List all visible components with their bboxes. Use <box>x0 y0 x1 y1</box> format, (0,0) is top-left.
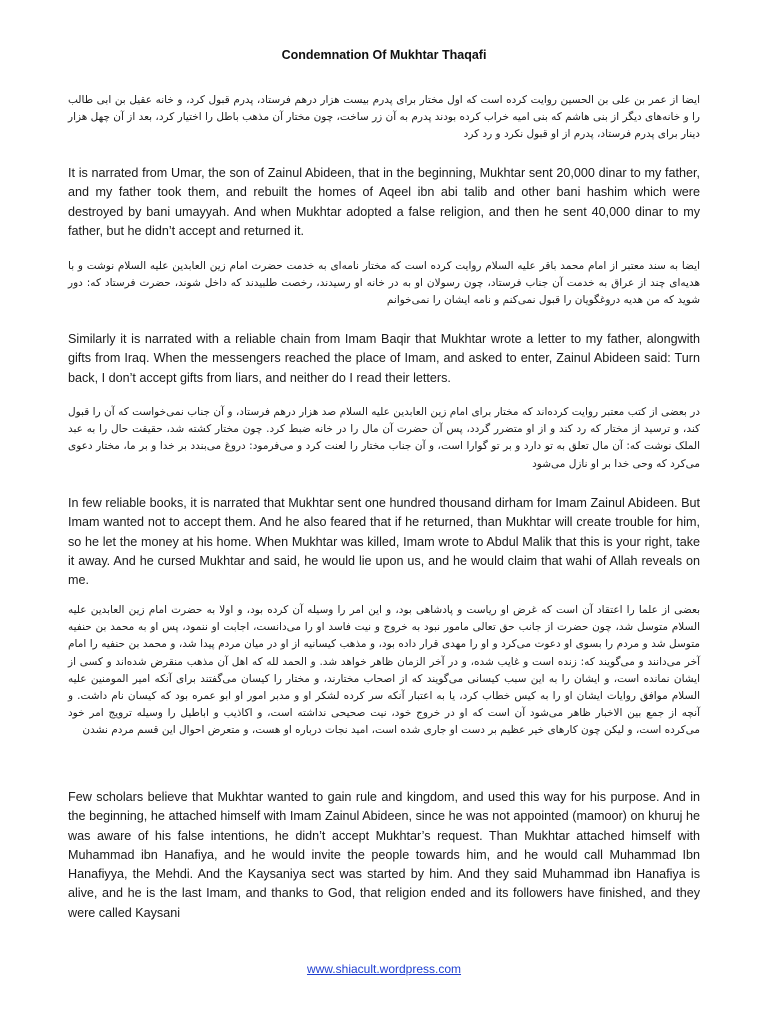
persian-paragraph-4: بعضی از علما را اعتقاد آن است که غرض او ریاست و پادشاهی بود، و این امر را وسیله آن کرده بود، و اولا به حضرت امام زین العابدین علیه السلام متوسل شد، چون حضرت از جانب حق تعالی مامور نبود به خروج و نیت فاسد او را می‌دانست، اجابت او ننمود، پس او به محمد بن حنفیه متوسل شد و مردم را بسوی او دعوت می‌کرد و او را مهدی قرار داده بود، و مذهب کیسانیه از او در میان مردم پیدا شد، و محمد بن حنفیه را امام آخر می‌دانند و می‌گویند که: زنده است و غایب شده، و در آخر الزمان ظاهر خواهد شد. و الحمد لله که اهل آن مذهب منقرض شده‌اند و کسی از ایشان نمانده است، و ایشان را به این سبب کیسانی می‌گویند که از اصحاب مختارند، و مختار را کیسان می‌گفتند برای آنکه امیر المومنین علیه السلام موافق روایات ایشان او را به کیس خطاب کرد، یا به اعتبار آنکه سر کرده لشکر او و مدبر امور او ابو عمره بود که کیسان نام داشت. و آنچه از جمع بین الاخبار ظاهر می‌شود آن است که او در خروج خود، نیت صحیحی نداشته است، و اکاذیب و اباطیل را وسیله ترویج امر خود می‌کرده است، و لیکن چون کارهای خیر عظیم بر دست او جاری شده است، امید نجات درباره او هست، و متعرض احوال این قسم مردم نشدن <box>68 604 700 737</box>
english-paragraph-4: Few scholars believe that Mukhtar wanted to gain rule and kingdom, and used this way for his purpose. And in the beginning, he attached himself with Imam Zainul Abideen, since he was not appointed (mamoor) on khuruj he was aware of his false intentions, he didn’t accept Mukhtar’s request. Than Mukhtar attached himself with Muhammad ibn Hanafiya, and he would invite the people towards him, and he would call Muhammad Ibn Hanafiyya, the Mehdi. And the Kaysaniya sect was started by him. And they said Muhammad ibn Hanafiya is alive, and he is the last Imam, and thanks to God, that religion ended and its followers have finished, and they were called Kaysani <box>68 790 700 920</box>
persian-paragraph-2: ایضا به سند معتبر از امام محمد باقر علیه السلام روایت کرده است که مختار نامه‌ای به خدمت حضرت امام زین العابدین علیه السلام نوشت و با هدیه‌ای چند از عراق به خدمت آن جناب فرستاد، چون رسولان او به در خانه او رسیدند، رخصت طلبیدند که داخل شوند، حضرت فرستاد که: دور شوید که من هدیه دروغگویان را قبول نمی‌کنم و نامه ایشان را نمی‌خوانم <box>68 260 700 307</box>
document-title: Condemnation Of Mukhtar Thaqafi <box>281 48 487 62</box>
english-paragraph-1: It is narrated from Umar, the son of Zainul Abideen, that in the beginning, Mukhtar sent 20,000 dinar to my father, and my father took them, and rebuilt the homes of Aqeel ibn abi talib and other bani hashim which were destroyed by bani umayyah. And when Mukhtar adopted a false religion, and then he sent 40,000 dinar to my father, but he didn’t accept and returned it. <box>68 166 700 238</box>
website-link[interactable]: www.shiacult.wordpress.com <box>306 962 462 976</box>
footer <box>0 962 768 976</box>
english-paragraph-2: Similarly it is narrated with a reliable chain from Imam Baqir that Mukhtar wrote a letter to my father, alongwith gifts from Iraq. When the messengers reached the place of Imam, and asked to enter, Zainul Abideen said: Turn back, I don’t accept gifts from liars, and neither do I read their letters. <box>68 332 700 385</box>
persian-paragraph-3: در بعضی از کتب معتبر روایت کرده‌اند که مختار برای امام زین العابدین علیه السلام صد هزار درهم فرستاد، و آن جناب نمی‌خواست که آن را قبول کند، و ترسید از مختار که رد کند و از او متضرر گردد، پس آن حضرت آن مال را در خانه ضبط کرد. چون مختار کشته شد، حقیقت حال را به عبد الملک نوشت که: آن مال تعلق به تو دارد و بر تو گوارا است، و آن جناب مختار را لعنت کرد و می‌فرمود: دروغ می‌بندد بر خدا و بر ما، مختار دعوی می‌کرد که وحی خدا بر او نازل می‌شود <box>68 406 700 470</box>
english-paragraph-3: In few reliable books, it is narrated that Mukhtar sent one hundred thousand dirham for Imam Zainul Abideen. But Imam wanted not to accept them. And he also feared that if he returned, than Mukhtar will create trouble for him, so he let the money at his home. When Mukhtar was killed, Imam wrote to Abdul Malik that this is your right, take it away. And he cursed Mukhtar and said, he would lie upon us, and he would claim that wahi of Allah reveals on me. <box>68 496 700 588</box>
persian-paragraph-1: ایضا از عمر بن علی بن الحسین روایت کرده است که اول مختار برای پدرم بیست هزار درهم فرستاد، پدرم قبول کرد، و خانه عقیل بن ابی طالب را و خانه‌های دیگر از بنی هاشم که بنی امیه خراب کرده بودند پدرم به آن زر ساخت، چون مختار آن مذهب باطل را اختیار کرد، بعد از آن چهل هزار دینار برای پدرم فرستاد، پدرم از او قبول نکرد و رد کرد <box>68 94 700 141</box>
